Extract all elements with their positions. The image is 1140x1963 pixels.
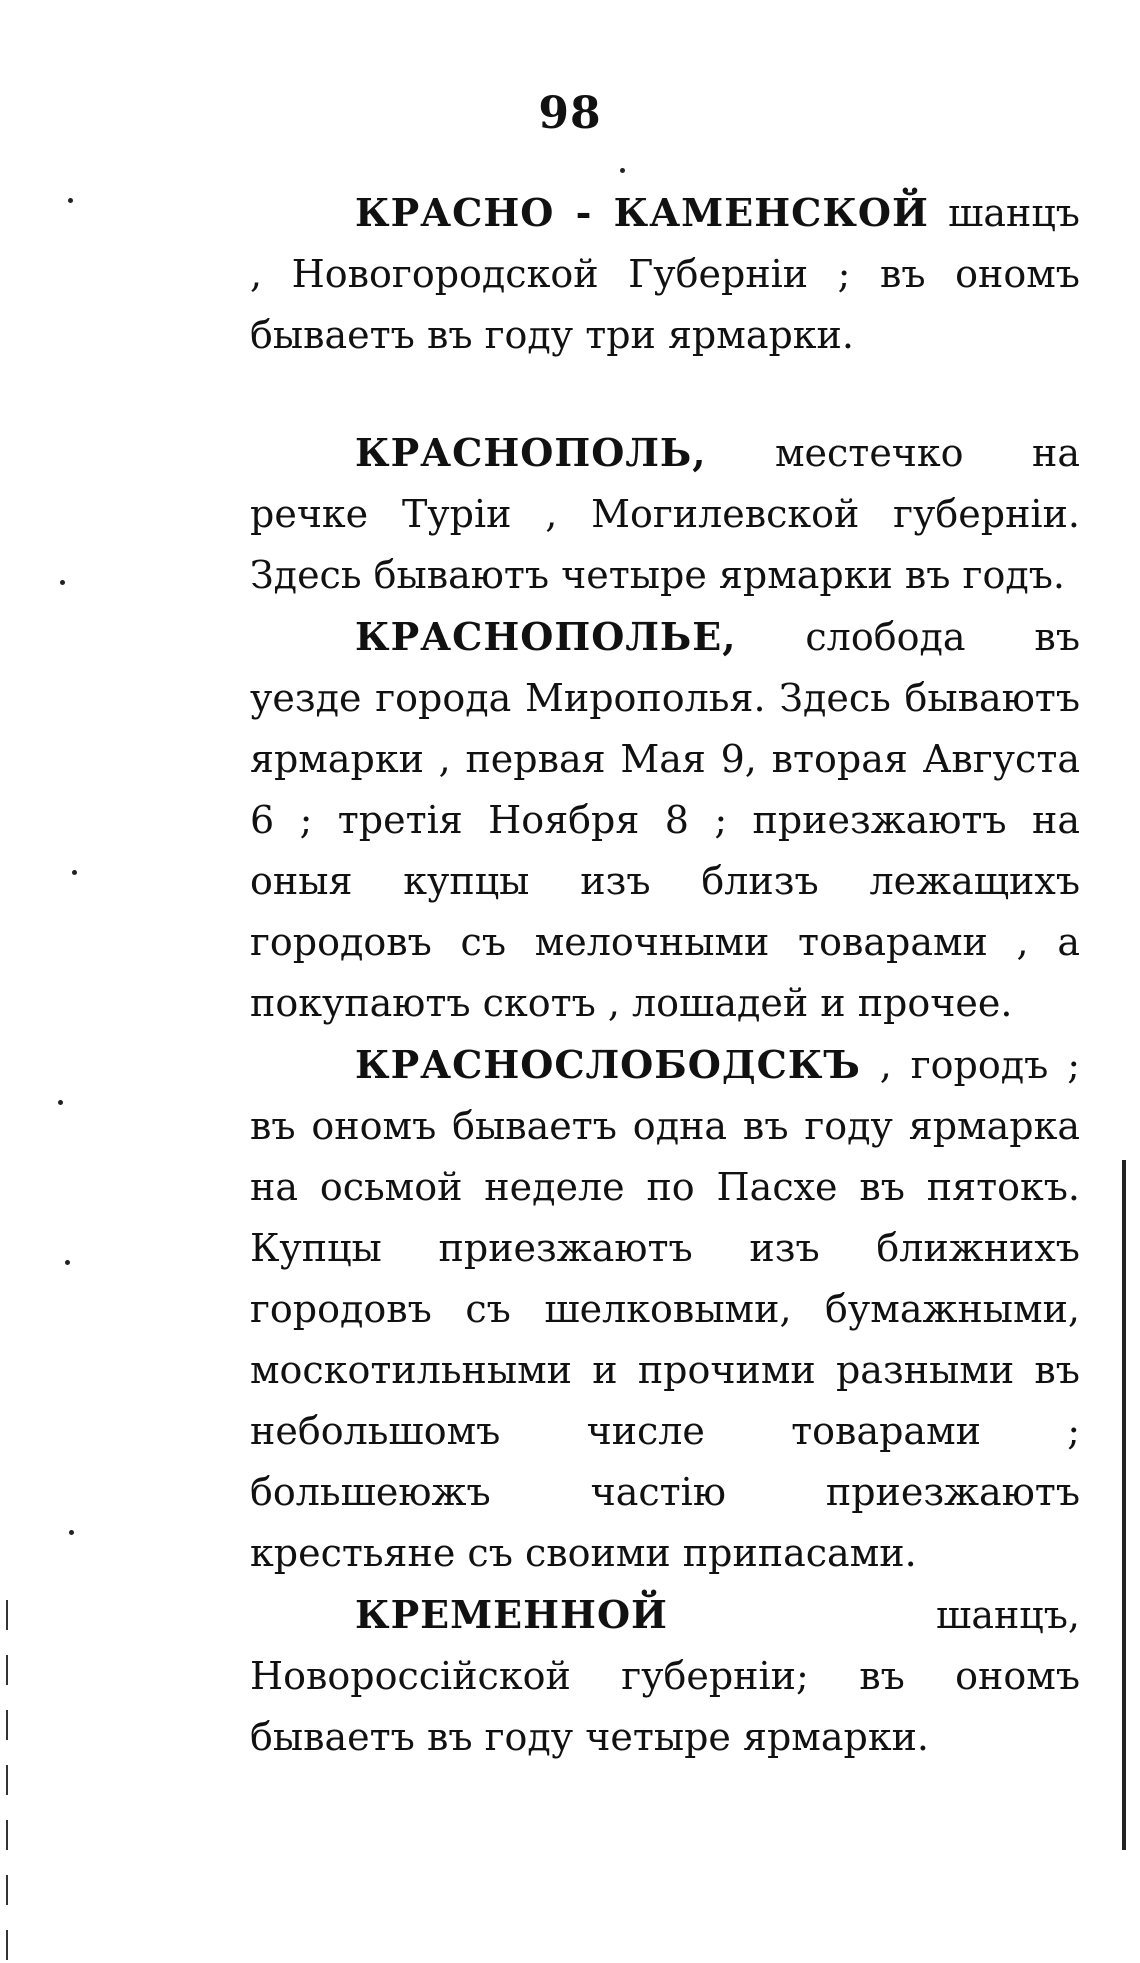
scan-edge-right (1122, 1160, 1126, 1850)
entry-headword: КРАСНО - КАМЕНСКОЙ (355, 190, 929, 235)
entry-headword: КРЕМЕННОЙ (355, 1592, 668, 1637)
scan-speck (65, 1260, 70, 1265)
entry-headword: КРАСНОПОЛЬЕ, (355, 614, 737, 659)
scan-speck (60, 580, 65, 585)
entry-krasno-kamenskoy (250, 182, 1080, 366)
entry-headword: КРАСНОСЛОБОДСКЪ (355, 1042, 861, 1087)
entry-krasnoslobodsk (250, 1034, 1080, 1584)
scan-speck (72, 870, 77, 875)
scan-speck (58, 1100, 63, 1105)
scan-edge-left (6, 1600, 8, 1960)
entry-kremennoy (250, 1584, 1080, 1768)
entry-text: шанцъ , Новогородской Губерніи ; въ ономъ бываетъ въ году три ярмарки. (250, 191, 1080, 357)
entry-text: местечко на речке Туріи , Могилевской губерніи. Здесь бываютъ четыре ярмарки въ годъ. (250, 431, 1080, 597)
entry-text: слобода въ уезде города Мирополья. Здесь бываютъ ярмарки , первая Мая 9, вторая Августа 6 ; третія Ноября 8 ; приезжаютъ на оныя купцы изъ близъ лежащихъ городовъ съ мелочными товарами , а покупаютъ скотъ , лошадей и прочее. (250, 615, 1080, 1025)
entry-text: шанцъ, Новороссійской губерніи; въ ономъ бываетъ въ году четыре ярмарки. (250, 1593, 1080, 1759)
entry-krasnopol (250, 422, 1080, 606)
entry-text: , городъ ; въ ономъ бываетъ одна въ году ярмарка на осьмой неделе по Пасхе въ пятокъ. Купцы приезжаютъ изъ ближнихъ городовъ съ шелковыми, бумажными, москотильными и прочими разными въ небольшомъ числе товарами ; большеюжъ частію приезжаютъ крестьяне съ своими припасами. (250, 1043, 1080, 1575)
text-column (250, 182, 1080, 1768)
scan-speck (69, 1530, 74, 1535)
scan-speck (620, 168, 625, 173)
entry-headword: КРАСНОПОЛЬ, (355, 430, 707, 475)
scan-speck (68, 198, 73, 203)
page-number: 98 (538, 88, 602, 139)
entry-krasnopolye (250, 606, 1080, 1034)
